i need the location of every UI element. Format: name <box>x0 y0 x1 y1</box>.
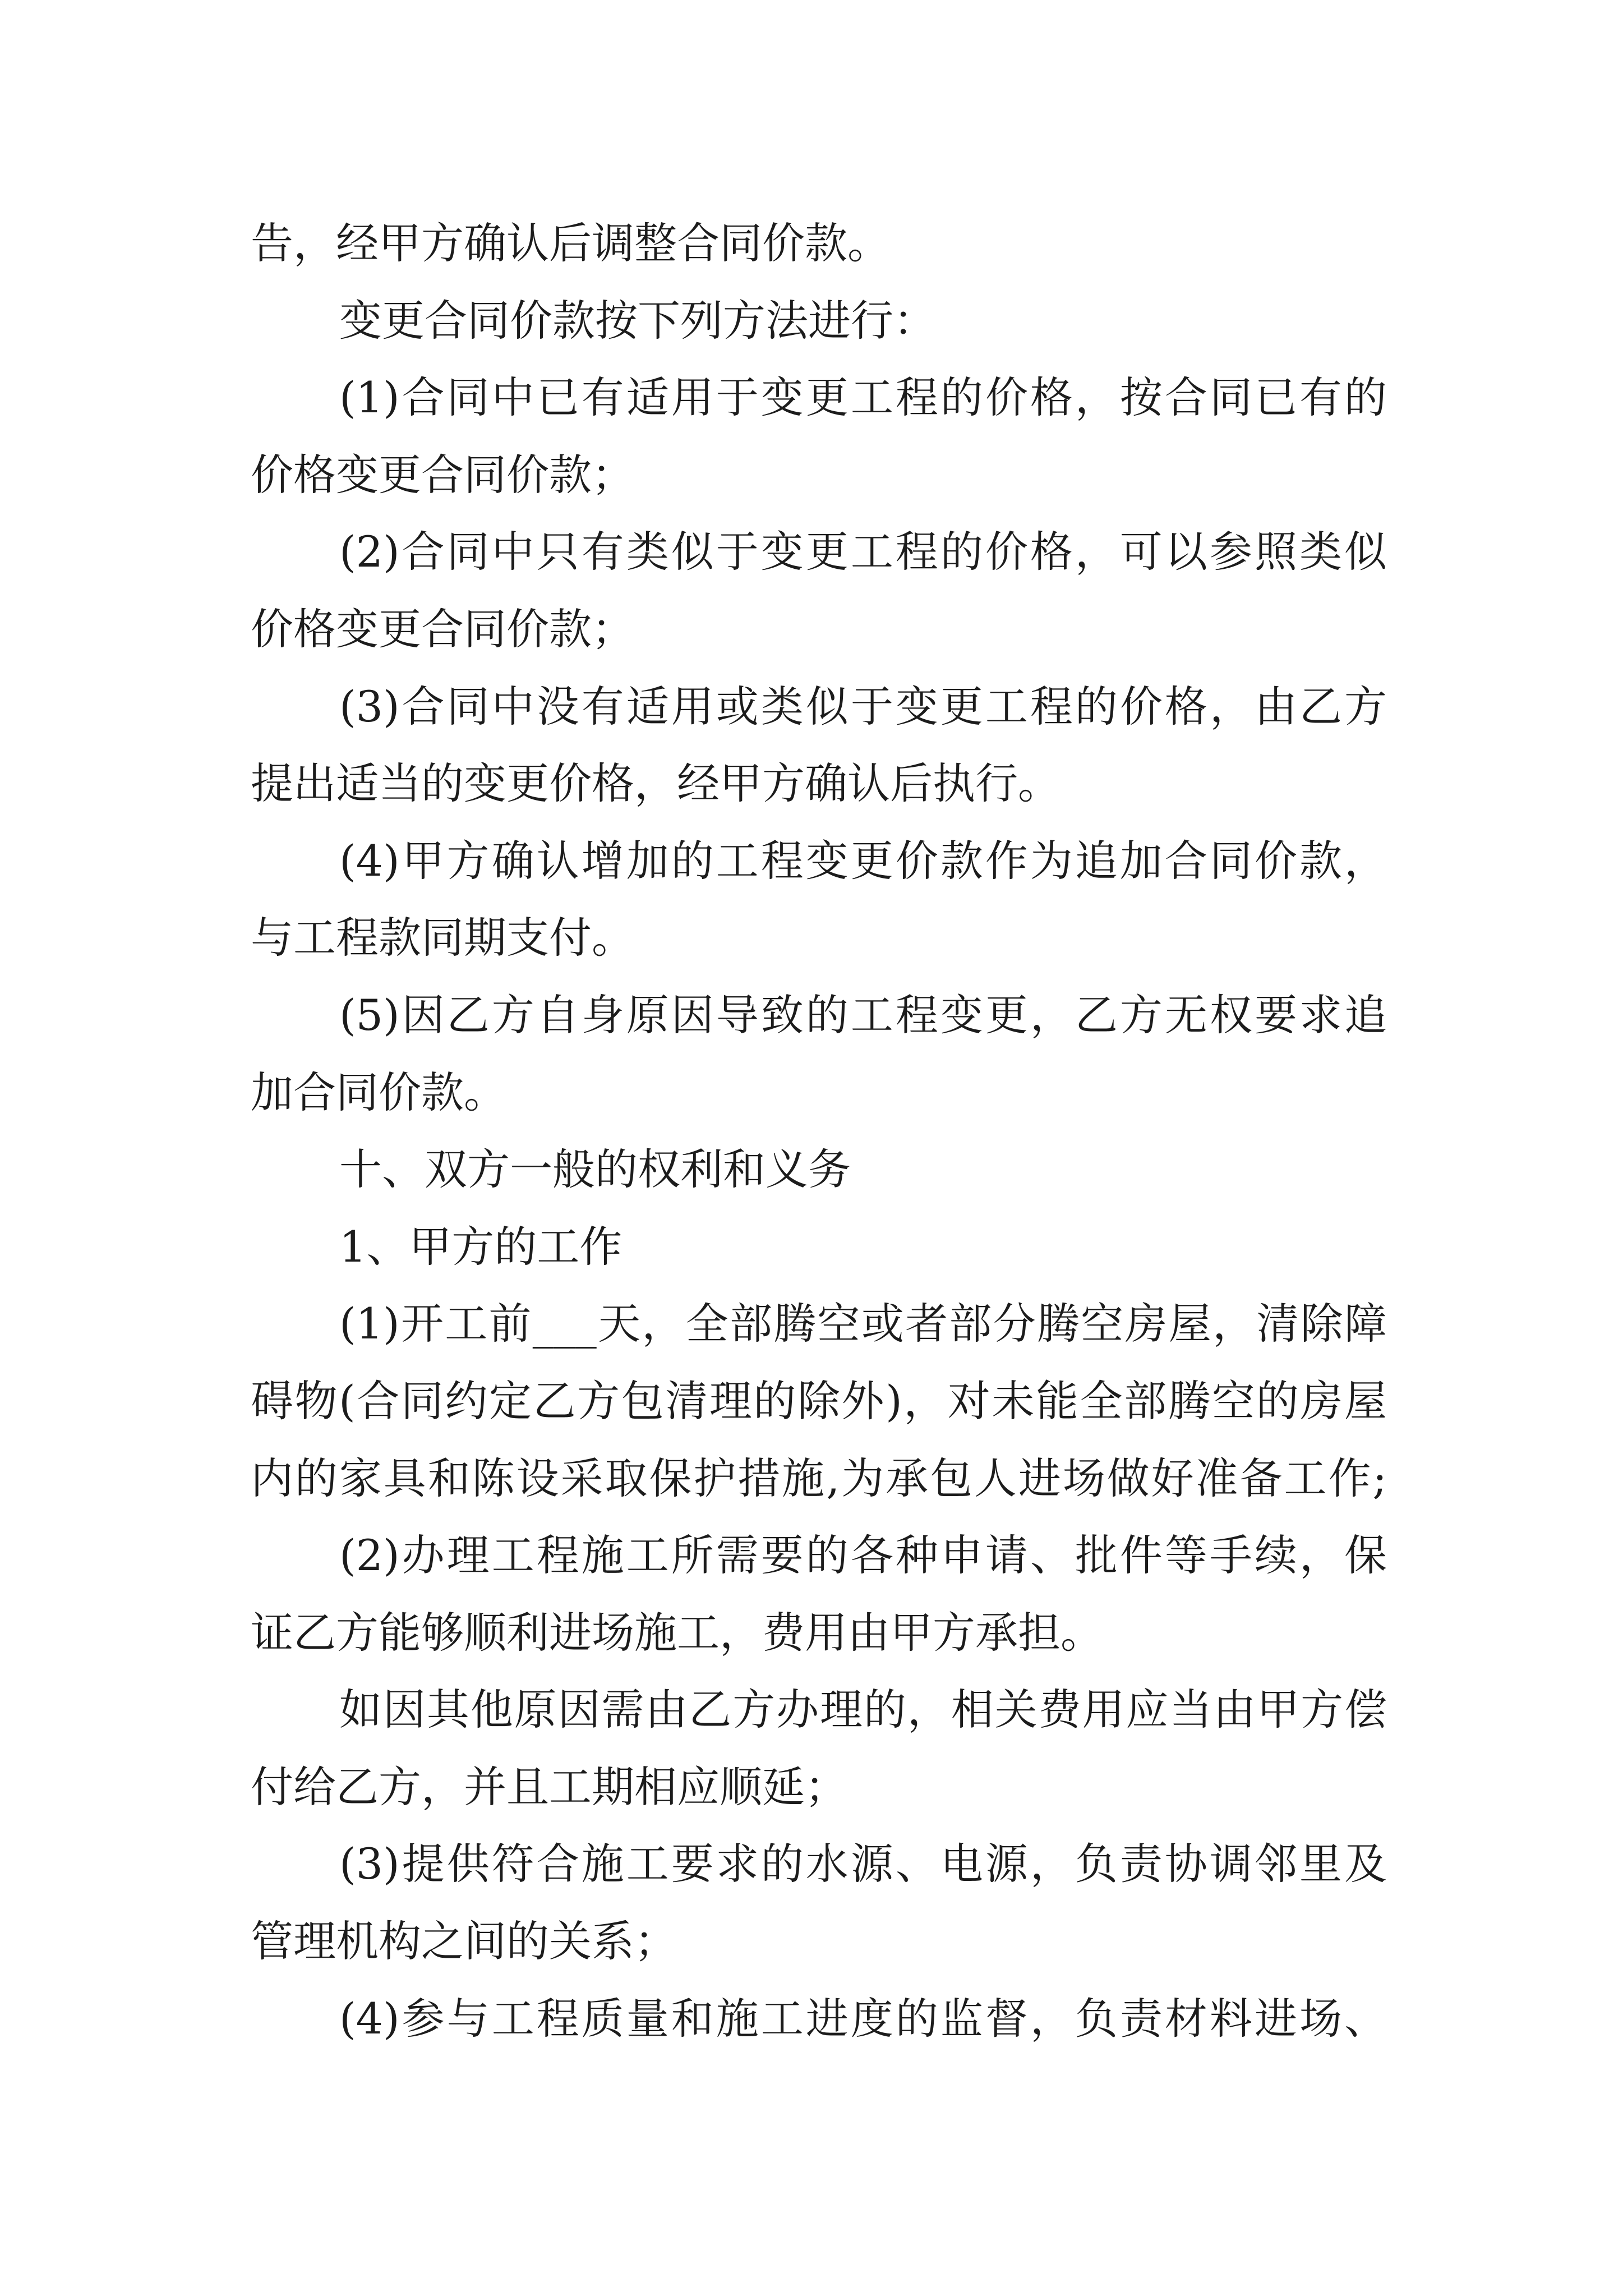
clause-item-3 <box>251 668 1387 822</box>
text-line: 内的家具和陈设采取保护措施,为承包人进场做好准备工作; <box>251 1453 1387 1503</box>
text-line: 提出适当的变更价格，经甲方确认后执行。 <box>251 758 1061 809</box>
text-line: (1)合同中已有适用于变更工程的价格，按合同已有的 <box>339 372 1387 423</box>
document-body <box>251 205 1387 2057</box>
clause-item-4 <box>251 822 1387 977</box>
text-line: (5)因乙方自身原因导致的工程变更，乙方无权要求追 <box>339 990 1387 1040</box>
paragraph-continued <box>251 205 1387 282</box>
subsection-heading <box>251 1208 1387 1286</box>
duty-item-2-note <box>251 1671 1387 1825</box>
text-line: 变更合同价款按下列方法进行： <box>339 295 936 346</box>
text-line: (4)参与工程质量和施工进度的监督，负责材料进场、 <box>339 1993 1387 2044</box>
section-heading <box>251 1131 1387 1208</box>
duty-item-4 <box>251 1980 1387 2058</box>
text-line: 证乙方能够顺利进场施工，费用由甲方承担。 <box>251 1607 1103 1658</box>
text-line: 告，经甲方确认后调整合同价款。 <box>251 218 890 268</box>
text-line: 价格变更合同价款； <box>251 449 634 500</box>
duty-item-3 <box>251 1825 1387 1980</box>
paragraph-price-change-methods-intro <box>251 282 1387 360</box>
duty-item-2 <box>251 1517 1387 1671</box>
text-line: (1)开工前___天，全部腾空或者部分腾空房屋，清除障 <box>339 1299 1387 1349</box>
clause-item-1 <box>251 359 1387 513</box>
section-heading-text: 十、双方一般的权利和义务 <box>339 1144 851 1195</box>
text-line: 与工程款同期支付。 <box>251 913 634 963</box>
text-line: (3)合同中没有适用或类似于变更工程的价格，由乙方 <box>339 681 1387 731</box>
duty-item-1 <box>251 1285 1387 1517</box>
text-line: (4)甲方确认增加的工程变更价款作为追加合同价款， <box>339 835 1387 886</box>
subsection-heading-text: 1、甲方的工作 <box>339 1221 623 1272</box>
text-line: (3)提供符合施工要求的水源、电源，负责协调邻里及 <box>339 1839 1387 1889</box>
text-line: 管理机构之间的关系； <box>251 1916 677 1967</box>
text-line: 付给乙方，并且工期相应顺延； <box>251 1761 847 1812</box>
text-line: 如因其他原因需由乙方办理的，相关费用应当由甲方偿 <box>339 1685 1387 1735</box>
clause-item-2 <box>251 513 1387 668</box>
clause-item-5 <box>251 977 1387 1131</box>
text-line: 碍物(合同约定乙方包清理的除外)，对未能全部腾空的房屋 <box>251 1375 1387 1426</box>
text-line: (2)办理工程施工所需要的各种申请、批件等手续，保 <box>339 1530 1387 1581</box>
text-line: (2)合同中只有类似于变更工程的价格，可以参照类似 <box>339 527 1387 577</box>
text-line: 价格变更合同价款； <box>251 604 634 654</box>
text-line: 加合同价款。 <box>251 1067 506 1117</box>
